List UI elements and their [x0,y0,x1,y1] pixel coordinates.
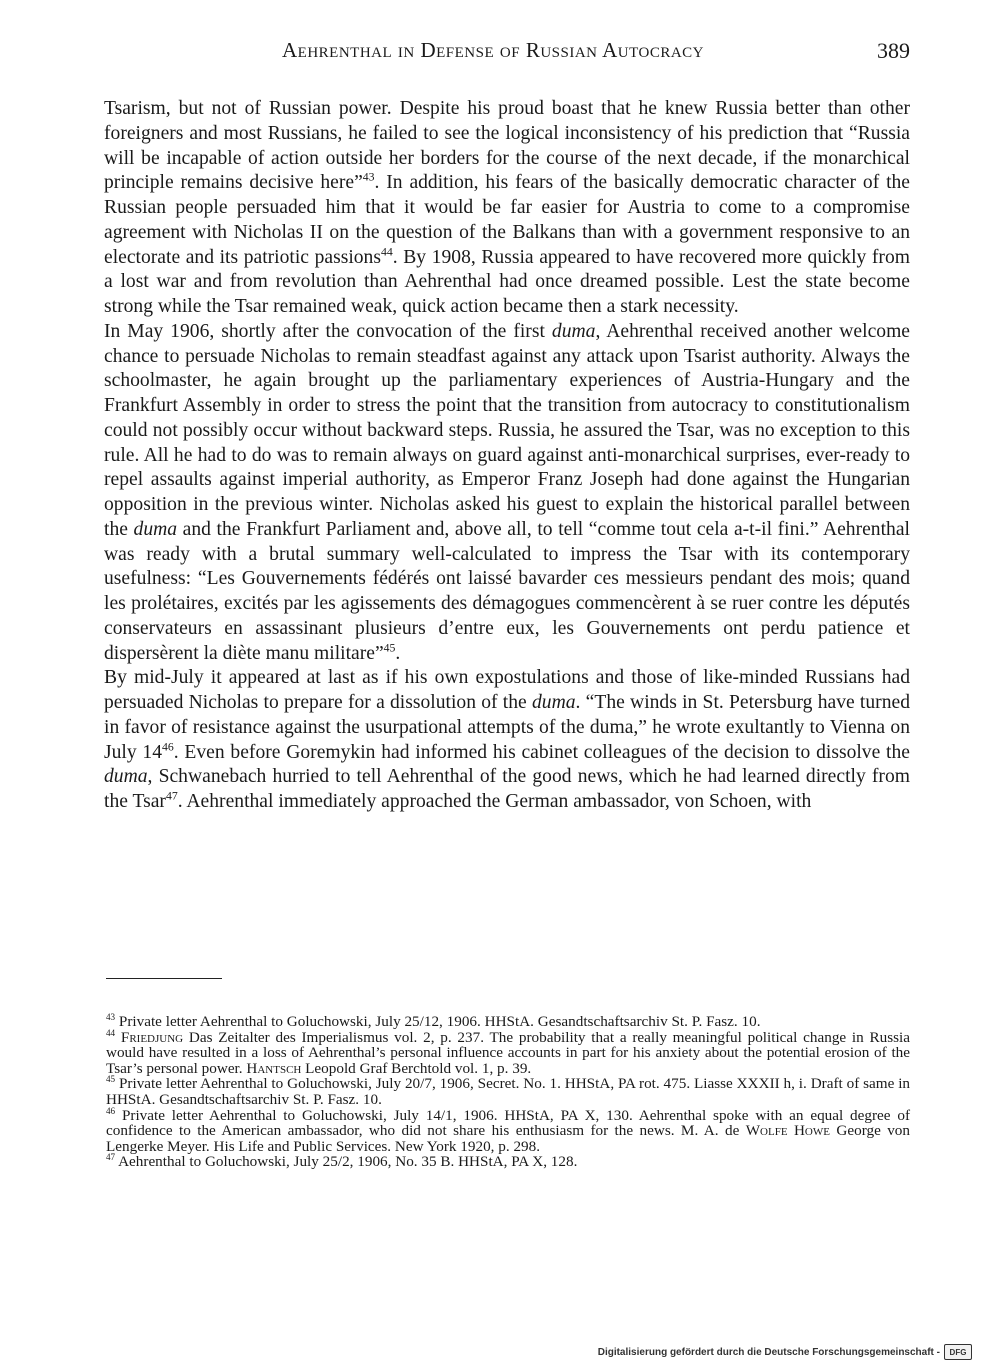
page-number: 389 [877,38,910,63]
paragraph-1 [104,97,910,320]
dfg-logo-icon: DFG [944,1344,972,1360]
footnote-ref-44: 44 [380,244,393,258]
footnote-text: Aehrenthal to Goluchowski, July 25/2, 1906, No. 35 B. HHStA, PA X, 128. [118,1153,578,1171]
paragraph-3 [104,666,910,815]
author-name: Hantsch [246,1059,302,1077]
footnote-ref-46: 46 [162,739,174,753]
footnote-44 [106,1027,911,1077]
text-run: . [395,642,401,664]
italic-term: duma [133,518,178,540]
text-run: . Even before Goremykin had informed his cabinet colleagues of the decision to dissolve the [173,741,910,763]
footnote-46 [106,1105,910,1155]
footnote-number: 43 [106,1011,116,1022]
footnote-text: Das Zeitalter des Imperialismus vol. 2, p. 237. The probability that a really meaningful political change in Russia would have resulted in a loss of Aehrenthal’s personal influence accounts in part for his anxiety about the potential erosion of the Tsar’s personal power. [106,1028,911,1077]
italic-term: duma [104,766,148,788]
footnote-text: Private letter Aehrenthal to Goluchowski, July 20/7, 1906, Secret. No. 1. HHStA, PA rot. 475. Liasse XXXII h, i. Draft of same in HHStA. Gesandtschaftsarchiv St. P. Fasz. 10. [106,1075,911,1108]
text-run: By mid-July it appeared at last as if his own expostulations and those of like-minded Russians had persuaded Nicholas to prepare for a dissolution of the [104,667,910,713]
footnote-45 [106,1076,910,1107]
text-run: . Aehrenthal immediately approached the German ambassador, von Schoen, with [177,791,812,812]
running-title: Aehrenthal in Defense of Russian Autocracy [282,38,705,62]
text-run: Tsarism, but not of Russian power. Despite his proud boast that he knew Russia better than other foreigners and most Russians, he failed to see the logical inconsistency of his prediction that “Russia will be incapable of action outside her borders for the course of the next decade, if the monarchical principle remains decisive here” [104,98,910,194]
footnote-ref-43: 43 [362,170,375,184]
text-run: . “The winds in St. Petersburg have turned in favor of resistance against the usurpational attempts of the duma,” he wrote exultantly to Vienna on July 14 [104,692,910,763]
footnote-number: 47 [106,1152,116,1163]
text-run: In May 1906, shortly after the convocation of the first [104,320,552,342]
text-run: . By 1908, Russia appeared to have recovered more quickly from a lost war and from revolution than Aehrenthal had once dreamed possible. Lest the state become strong while the Tsar remained weak, quick action became then a stark necessity. [104,246,910,317]
body-text [104,97,910,815]
footnote-text: George von Lengerke Meyer. His Life and Public Services. New York 1920, p. 298. [106,1122,910,1155]
text-run: , Aehrenthal received another welcome chance to persuade Nicholas to remain steadfast against any attack upon Tsarist authority. Always the schoolmaster, he again brought up the parliamentary experiences of Austria-Hungary and the Frankfurt Assembly in order to stress the point that the transition from autocracy to constitutionalism could not possibly occur without backward steps. Russia, he assured the Tsar, was no exception to this rule. All he had to do was to remain always on guard against anti-monarchical surprises, ever-ready to repel assaults against imperial authority, as Emperor Franz Joseph had done against the Hungarian opposition in the previous winter. Nicholas asked his guest to explain the historical parallel between the [104,320,911,540]
text-run: , Schwanebach hurried to tell Aehrenthal of the good news, which he had learned directly from the Tsar [104,766,910,812]
italic-term: duma [551,320,596,342]
footnote-text: Private letter Aehrenthal to Goluchowski, July 25/12, 1906. HHStA. Gesandtschaftsarchiv St. P. Fasz. 10. [118,1013,761,1030]
footnote-ref-45: 45 [383,640,396,654]
text-run: . In addition, his fears of the basically democratic character of the Russian people persuaded him that it would be far easier for Austria to come to a compromise agreement with Nicholas II on the question of the Balkans than with a government responsive to an electorate and its patriotic passions [104,172,910,268]
footnote-number: 46 [106,1105,116,1116]
footnote-divider [106,978,222,979]
credit-text: Digitalisierung gefördert durch die Deutsche Forschungsgemeinschaft - [597,1346,940,1358]
italic-term: duma [531,692,576,713]
paragraph-2 [104,320,910,667]
footnotes [106,1011,911,1171]
digitization-credit [598,1342,972,1362]
footnote-text: Leopold Graf Berchtold vol. 1, p. 39. [301,1059,532,1077]
running-header [102,30,910,70]
footnote-number: 45 [106,1074,116,1085]
footnote-47 [106,1154,910,1170]
author-name: Wolfe Howe [745,1122,830,1140]
text-run: and the Frankfurt Parliament and, above all, to tell “comme tout cela a-t-il fini.” Aehrenthal was ready with a brutal summary well-calculated to impress the Tsar with its contemporary usefulness: “Les Gouvernements fédérés ont laissé bavarder ces messieurs pendant des mois; quand les prolétaires, excités par les agissements des démagogues commencèrent à se ruer contre les députés conservateurs en assassinant plusieurs d’entre eux, les Gouvernements ont perdu patience et dispersèrent la diète manu militare” [104,518,910,664]
footnote-ref-47: 47 [165,789,178,803]
footnote-number: 44 [106,1027,116,1038]
footnote-43 [106,1011,910,1030]
footnote-text: Private letter Aehrenthal to Goluchowski, July 14/1, 1906. HHStA, PA X, 130. Aehrenthal spoke with an equal degree of confidence to the American ambassador, who did not share his enthusiasm for the news. M. A. de [106,1106,910,1140]
author-name: Friedjung [120,1028,184,1046]
